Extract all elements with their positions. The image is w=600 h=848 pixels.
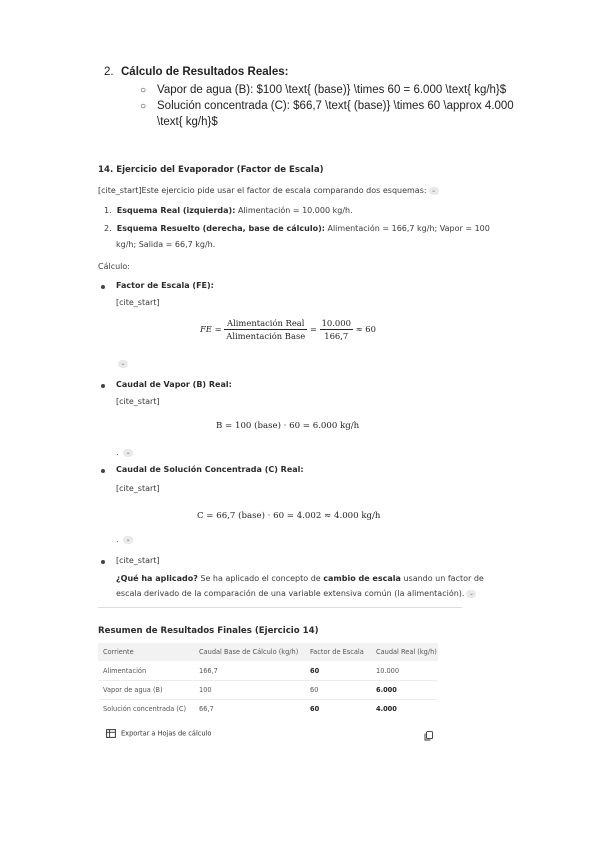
applied-paragraph-cont [116, 589, 476, 598]
fe-fraction-names [224, 318, 307, 341]
chevron-down-icon[interactable]: ⌄ [123, 536, 133, 544]
item-number: 2. [104, 224, 112, 233]
column-header: Factor de Escala [310, 648, 364, 656]
section-heading-text: Cálculo de Resultados Reales: [121, 66, 289, 78]
chevron-chip[interactable] [118, 359, 128, 368]
conc-label: Caudal de Solución Concentrada (C) Real: [116, 465, 304, 474]
fe-numerator-value: 10.000 [321, 318, 351, 328]
table-cell: Alimentación [103, 667, 147, 675]
cite-tag: [cite_start] [116, 298, 160, 307]
fe-result: ≈ 60 [355, 324, 376, 334]
hollow-bullet-icon: ○ [140, 85, 147, 96]
copy-icon[interactable] [424, 731, 433, 741]
table-cell: 66,7 [199, 705, 214, 713]
applied-text: escala derivado de la comparación de una variable extensiva común (la alimentación). [116, 589, 465, 598]
table-cell: 60 [310, 705, 320, 713]
exercise-title: 14. Ejercicio del Evaporador (Factor de Escala) [98, 165, 324, 175]
fe-numerator: Alimentación Real [224, 318, 307, 330]
table-cell: 60 [310, 686, 319, 694]
table-cell: 60 [310, 667, 320, 675]
source-chip[interactable]: ⌄ [466, 590, 476, 598]
list-item [140, 100, 514, 112]
source-chip[interactable]: ⌄ [429, 187, 439, 195]
sentence-end [116, 448, 133, 457]
divider [98, 607, 462, 608]
table-cell: 10.000 [376, 667, 400, 675]
table-row [98, 700, 438, 718]
vapor-formula: B = 100 (base) · 60 = 6.000 kg/h [216, 421, 360, 431]
fe-denominator-value: 166,7 [324, 331, 349, 341]
cite-tag: [cite_start] [116, 556, 160, 565]
bullet-icon [101, 560, 105, 564]
bullet-icon [101, 285, 105, 289]
period: . [116, 535, 119, 544]
item-text-continued: kg/h; Salida = 66,7 kg/h. [116, 240, 216, 249]
fe-formula [200, 318, 376, 341]
applied-text: usando un factor de [400, 574, 484, 583]
table-icon [106, 729, 116, 738]
item-number: 1. [104, 206, 112, 215]
table-row [98, 681, 438, 699]
hollow-bullet-icon: ○ [140, 101, 147, 112]
section-heading [104, 66, 288, 78]
table-cell: 6.000 [376, 686, 397, 694]
table-cell: Solución concentrada (C) [103, 705, 187, 713]
item-label: Esquema Real (izquierda): [116, 206, 236, 215]
applied-emphasis: cambio de escala [323, 574, 401, 583]
summary-title: Resumen de Resultados Finales (Ejercicio 14) [98, 626, 319, 636]
fe-fraction-values [320, 318, 353, 341]
table-row [98, 662, 438, 680]
list-item [104, 206, 353, 215]
export-sheets-button[interactable] [106, 729, 211, 738]
applied-question: ¿Qué ha aplicado? [116, 574, 198, 583]
intro-paragraph [98, 186, 439, 195]
fe-lhs: FE = [200, 324, 222, 334]
equals-sign: = [309, 324, 317, 334]
table-cell: 4.000 [376, 705, 397, 713]
list-item [104, 224, 490, 233]
cite-tag: [cite_start] [116, 397, 160, 406]
vapor-label: Caudal de Vapor (B) Real: [116, 380, 232, 389]
cite-tag: [cite_start] [116, 484, 160, 493]
table-cell: 166,7 [199, 667, 218, 675]
section-number: 2. [104, 66, 114, 78]
bullet-icon [101, 384, 105, 388]
applied-text: Se ha aplicado el concepto de [197, 574, 324, 583]
conc-formula: C = 66,7 (base) · 60 = 4.002 ≈ 4.000 kg/h [197, 511, 381, 521]
table-cell: 100 [199, 686, 212, 694]
table-header [98, 643, 438, 661]
chevron-down-icon[interactable]: ⌄ [118, 360, 128, 368]
column-header: Caudal Base de Cálculo (kg/h) [199, 648, 299, 656]
fe-label: Factor de Escala (FE): [116, 281, 214, 290]
table-cell: Vapor de agua (B) [103, 686, 163, 694]
item-text: Alimentación = 10.000 kg/h. [235, 206, 353, 215]
fe-denominator: Alimentación Base [226, 331, 306, 341]
chevron-down-icon[interactable]: ⌄ [123, 449, 133, 457]
calc-label: Cálculo: [98, 262, 130, 271]
intro-text: [cite_start]Este ejercicio pide usar el factor de escala comparando dos esquemas: [98, 186, 427, 195]
applied-paragraph [116, 574, 484, 583]
column-header: Corriente [103, 648, 134, 656]
item-text: Alimentación = 166,7 kg/h; Vapor = 100 [324, 224, 490, 233]
period: . [116, 448, 119, 457]
bullet-continuation: \text{ kg/h}$ [157, 116, 218, 128]
bullet-icon [101, 469, 105, 473]
export-label: Exportar a Hojas de cálculo [121, 729, 212, 738]
list-item [140, 84, 506, 96]
column-header: Caudal Real (kg/h) [376, 648, 437, 656]
bullet-text: Solución concentrada (C): $66,7 \text{ (base)} \times 60 \approx 4.000 [157, 100, 514, 112]
item-label: Esquema Resuelto (derecha, base de cálculo): [116, 224, 325, 233]
sentence-end [116, 535, 133, 544]
bullet-text: Vapor de agua (B): $100 \text{ (base)} \times 60 = 6.000 \text{ kg/h}$ [157, 84, 507, 96]
export-bar [98, 726, 438, 746]
